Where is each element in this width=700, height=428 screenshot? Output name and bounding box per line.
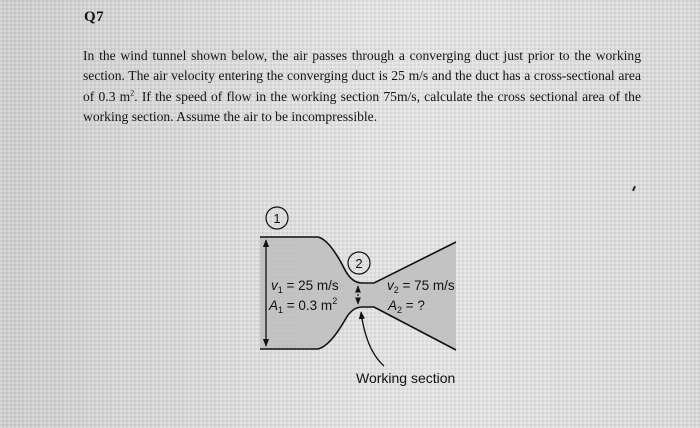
svg-text:2: 2 [355,256,363,271]
v2-label: $v_2 = 75$ m/s [387,278,455,295]
duct-fill [260,237,456,350]
superscript-2: 2 [130,88,135,98]
v1-label: $v_1 = 25$ m/s [271,278,339,295]
working-section-caption: Working section [356,370,456,386]
question-number: Q7 [84,9,105,25]
station-1-marker [266,207,288,229]
a2-label: $A_2$ = ? [388,298,425,315]
station-2-marker [348,252,370,274]
a1-label: $A_1 = 0.3$ $m^2$ [269,296,338,315]
problem-text-part1: In the wind tunnel shown below, the air passes through a converging duct just prior to the working section. The air velocity entering the converging duct is 25 m/s and the duct has a cross-sectional area of 0.3 m [83,48,641,104]
svg-text:1: 1 [273,211,281,226]
working-section-leader [361,312,384,366]
problem-text-part2: . If the speed of flow in the working section 75m/s, calculate the cross sectional area of the working section. Assume the air to be incompressible. [83,88,641,124]
